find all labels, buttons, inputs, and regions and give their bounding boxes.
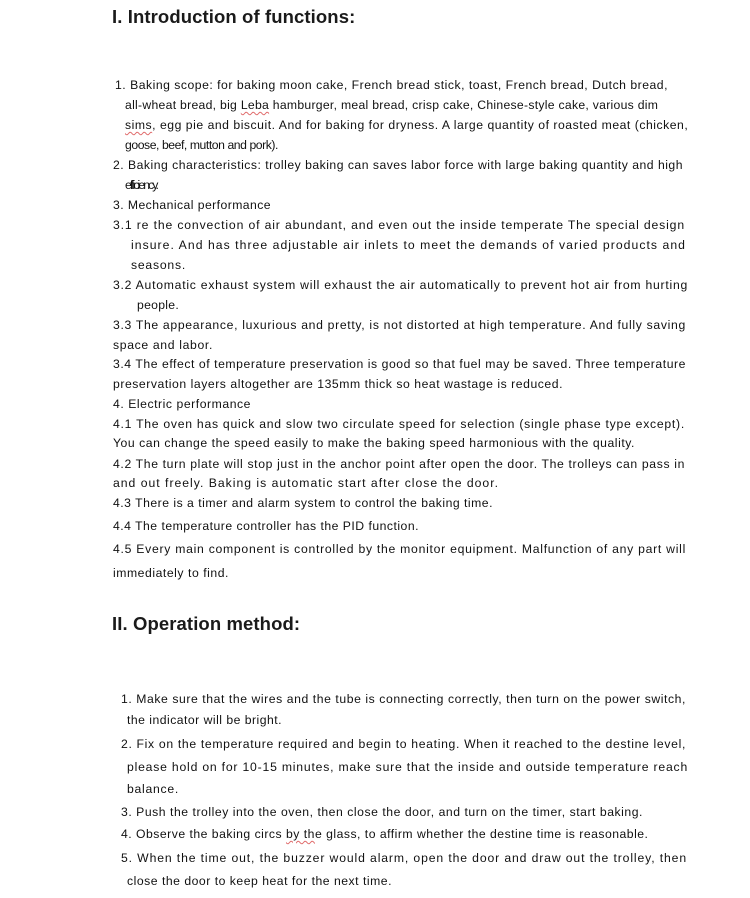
text-line: 4.3 There is a timer and alarm system to control the baking time. (113, 496, 493, 510)
text-line: 4.2 The turn plate will stop just in the anchor point after open the door. The trolleys can pass in (113, 457, 686, 471)
spelling-underline: by th (286, 827, 315, 841)
section-heading-introduction: I. Introduction of functions: (112, 6, 356, 27)
text-line (121, 827, 648, 842)
text-line: 3.3 The appearance, luxurious and pretty, is not distorted at high temperature. And fully saving (113, 318, 686, 332)
text-line: 4.4 The temperature controller has the PID function. (113, 519, 419, 533)
text-line: 4. Electric performance (113, 397, 252, 411)
spelling-underline: Leba (240, 98, 270, 112)
text-line: 3.1 re the convection of air abundant, and even out the inside temperate The special design (113, 218, 685, 232)
section-heading-operation-method: II. Operation method: (112, 613, 301, 634)
text-line: the indicator will be bright. (127, 713, 282, 727)
text-segment: , egg pie and biscuit. And for baking for dryness. A large quantity of roasted meat (chicken, (152, 118, 689, 132)
text-line: 1. Baking scope: for baking moon cake, French bread stick, toast, French bread, Dutch bread, (115, 78, 668, 92)
text-line (125, 118, 688, 133)
text-line: 4.5 Every main component is controlled by the monitor equipment. Malfunction of any part will (113, 542, 687, 556)
text-line: You can change the speed easily to make the baking speed harmonious with the quality. (113, 436, 635, 450)
text-line: balance. (127, 782, 179, 796)
text-line: please hold on for 10-15 minutes, make sure that the inside and outside temperature reach (127, 760, 689, 774)
text-line: 3. Mechanical performance (113, 198, 271, 212)
text-line: insure. And has three adjustable air inlets to meet the demands of varied products and (131, 238, 686, 252)
text-line: space and labor. (113, 338, 214, 352)
text-segment: 4. Observe the baking circs (121, 827, 287, 841)
text-line: 1. Make sure that the wires and the tube is connecting correctly, then turn on the power switch, (121, 692, 686, 706)
text-line: efficiency. (125, 178, 157, 192)
text-segment: hamburger, meal bread, crisp cake, Chinese-style cake, various dim (269, 98, 659, 112)
text-segment: all-wheat bread, big (125, 98, 241, 112)
text-line: 2. Baking characteristics: trolley baking can saves labor force with large baking quantity and high (113, 158, 683, 172)
text-line: goose, beef, mutton and pork). (125, 138, 278, 152)
text-line: 2. Fix on the temperature required and begin to heating. When it reached to the destine level, (121, 737, 687, 751)
text-segment: e glass, to affirm whether the destine time is reasonable. (314, 827, 649, 841)
text-line: immediately to find. (113, 566, 229, 580)
text-line: people. (137, 298, 179, 312)
text-line: 3.4 The effect of temperature preservation is good so that fuel may be saved. Three temperature (113, 357, 687, 371)
text-line: and out freely. Baking is automatic start after close the door. (113, 476, 499, 490)
text-line: 5. When the time out, the buzzer would alarm, open the door and draw out the trolley, then (121, 851, 687, 865)
text-line: preservation layers altogether are 135mm thick so heat wastage is reduced. (113, 377, 564, 391)
text-line: seasons. (131, 258, 186, 272)
text-line (125, 98, 658, 113)
text-line: 4.1 The oven has quick and slow two circulate speed for selection (single phase type except). (113, 417, 685, 431)
text-line: 3. Push the trolley into the oven, then close the door, and turn on the timer, start baking. (121, 805, 643, 819)
text-line: 3.2 Automatic exhaust system will exhaust the air automatically to prevent hot air from hurting (113, 278, 689, 292)
text-line: close the door to keep heat for the next time. (127, 874, 392, 888)
spelling-underline: sims (125, 118, 153, 132)
